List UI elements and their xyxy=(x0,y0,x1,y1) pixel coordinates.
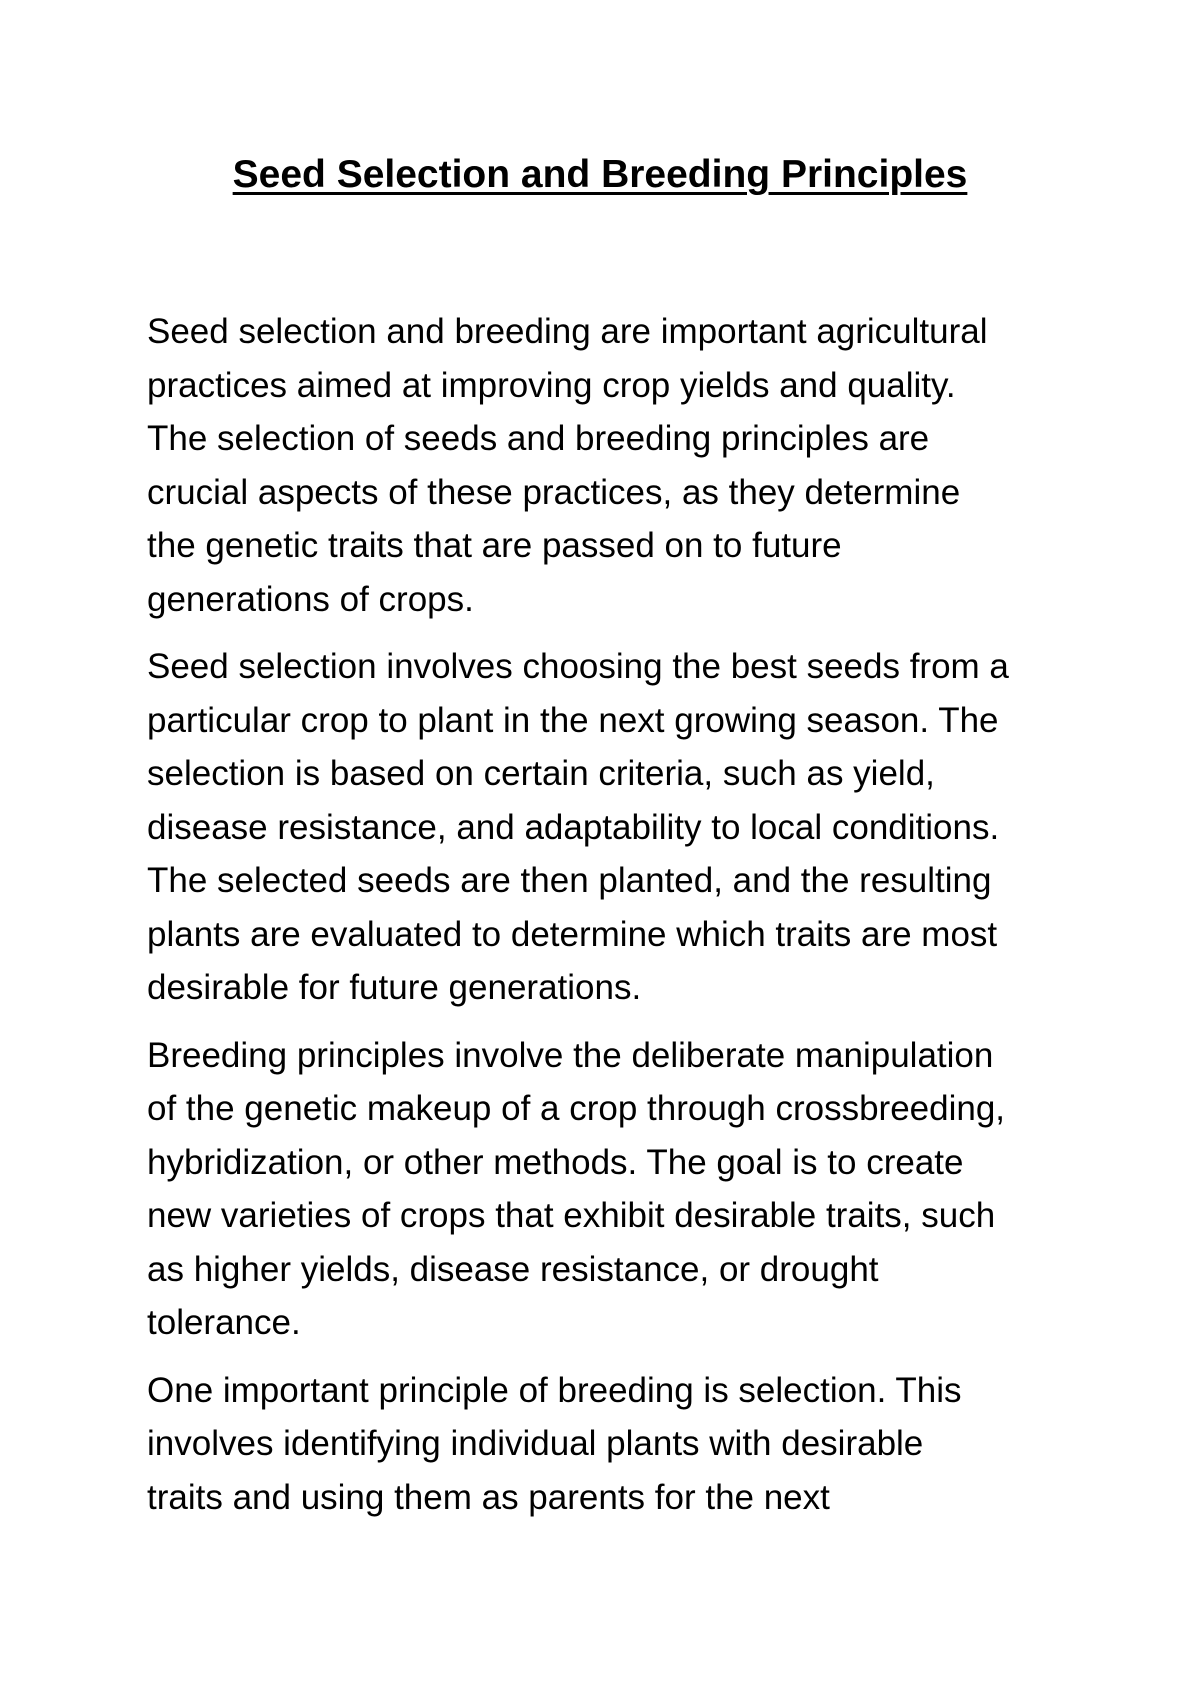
text-line: Seed selection and breeding are important agricultural xyxy=(147,312,988,351)
paragraph-3 xyxy=(147,1029,1067,1350)
text-line: The selection of seeds and breeding principles are xyxy=(147,419,930,458)
text-line: as higher yields, disease resistance, or drought xyxy=(147,1249,879,1289)
text-line: generations of crops. xyxy=(147,579,474,619)
text-line: the genetic traits that are passed on to future xyxy=(147,526,842,565)
text-line: new varieties of crops that exhibit desirable traits, such xyxy=(147,1196,996,1235)
text-line: The selected seeds are then planted, and the resulting xyxy=(147,861,992,900)
text-line: disease resistance, and adaptability to local conditions. xyxy=(147,807,1000,847)
text-line: desirable for future generations. xyxy=(147,968,642,1007)
text-line: plants are evaluated to determine which traits are most xyxy=(147,914,998,954)
paragraph-2 xyxy=(147,640,1067,1015)
text-line: tolerance. xyxy=(147,1303,301,1342)
text-line: particular crop to plant in the next growing season. The xyxy=(147,700,999,740)
text-line: Seed selection involves choosing the best seeds from a xyxy=(147,647,1009,686)
text-line: crucial aspects of these practices, as they determine xyxy=(147,472,961,512)
text-line: selection is based on certain criteria, such as yield, xyxy=(147,754,935,793)
text-line: One important principle of breeding is selection. This xyxy=(147,1370,962,1410)
paragraph-4 xyxy=(147,1364,1067,1525)
text-line: traits and using them as parents for the next xyxy=(147,1477,830,1517)
paragraph-1 xyxy=(147,305,1067,626)
text-line: practices aimed at improving crop yields and quality. xyxy=(147,365,956,405)
text-line: of the genetic makeup of a crop through crossbreeding, xyxy=(147,1089,1006,1128)
text-line: hybridization, or other methods. The goal is to create xyxy=(147,1142,964,1182)
text-line: Breeding principles involve the deliberate manipulation xyxy=(147,1035,994,1075)
text-line: involves identifying individual plants with desirable xyxy=(147,1424,924,1463)
document-body xyxy=(147,305,1067,1538)
page-title: Seed Selection and Breeding Principles xyxy=(232,153,968,196)
